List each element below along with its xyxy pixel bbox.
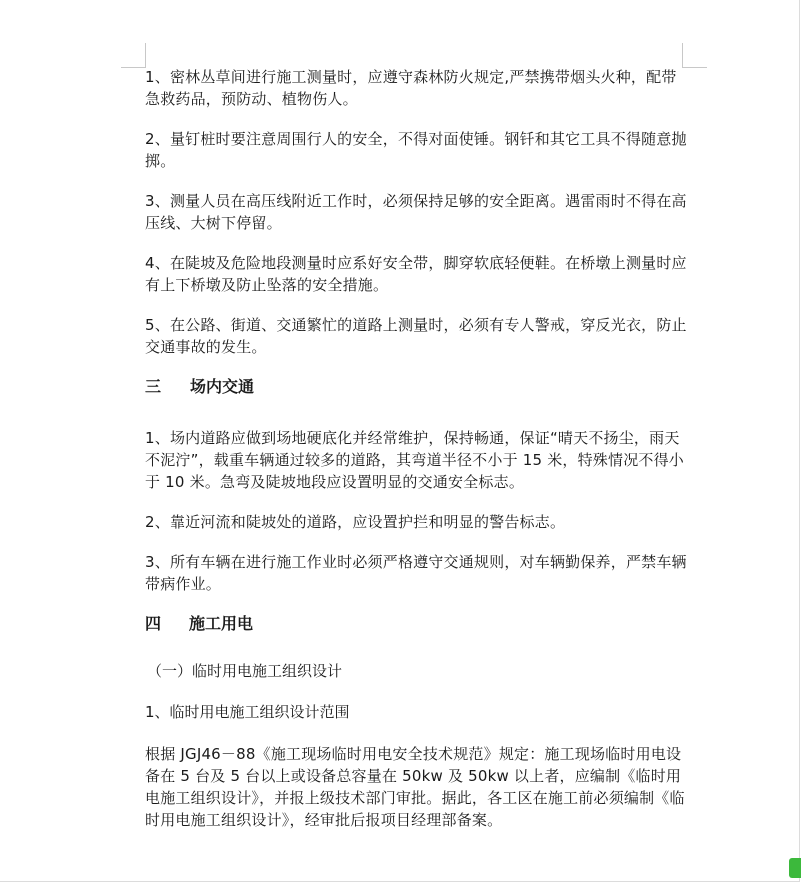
margin-corner-top-right <box>682 43 707 68</box>
paragraph-2: 2、量钉桩时要注意周围行人的安全，不得对面使锤。钢钎和其它工具不得随意抛掷。 <box>145 130 687 170</box>
margin-corner-top-left <box>121 43 146 68</box>
section-3-title: 场内交通 <box>190 377 255 396</box>
corner-logo-icon <box>789 858 801 878</box>
section-4-title: 施工用电 <box>189 614 254 633</box>
section-4-heading <box>145 613 690 635</box>
paragraph-4: 4、在陡坡及危险地段测量时应系好安全带，脚穿软底轻便鞋。在桥墩上测量时应有上下桥墩及防止坠落的安全措施。 <box>145 254 687 294</box>
section-3-heading <box>145 376 690 398</box>
section-3-paragraph-3: 3、所有车辆在进行施工作业时必须严格遵守交通规则，对车辆勤保养，严禁车辆带病作业。 <box>145 553 687 593</box>
section-3-paragraph-1: 1、场内道路应做到场地硬底化并经常维护，保持畅通，保证“晴天不扬尘，雨天不泥泞”，载重车辆通过较多的道路，其弯道半径不小于 15 米，特殊情况不得小于 10 米。急弯及陡坡地段应设置明显的交通安全标志。 <box>145 429 684 491</box>
paragraph-1: 1、密林丛草间进行施工测量时，应遵守森林防火规定,严禁携带烟头火种，配带急救药品，预防动、植物伤人。 <box>145 68 677 108</box>
paragraph-5: 5、在公路、街道、交通繁忙的道路上测量时，必须有专人警戒，穿反光衣，防止交通事故的发生。 <box>145 316 687 356</box>
section-4-paragraph: 根据 JGJ46－88《施工现场临时用电安全技术规范》规定：施工现场临时用电设备在 5 台及 5 台以上或设备总容量在 50kw 及 50kw 以上者，应编制《临时用电施工组织设计》，并报上级技术部门审批。据此，各工区在施工前必须编制《临时用电施工组织设计》，经审批后报项目经理部备案。 <box>145 745 685 829</box>
section-4-subheading: （一）临时用电施工组织设计 <box>147 662 343 680</box>
paragraph-3: 3、测量人员在高压线附近工作时，必须保持足够的安全距离。遇雷雨时不得在高压线、大树下停留。 <box>145 192 687 232</box>
document-body <box>145 66 690 849</box>
section-3-number: 三 <box>145 377 162 396</box>
section-4-subheading-2: 1、临时用电施工组织设计范围 <box>145 703 350 721</box>
section-4-number: 四 <box>145 614 162 633</box>
section-3-paragraph-2: 2、靠近河流和陡坡处的道路，应设置护拦和明显的警告标志。 <box>145 513 566 531</box>
